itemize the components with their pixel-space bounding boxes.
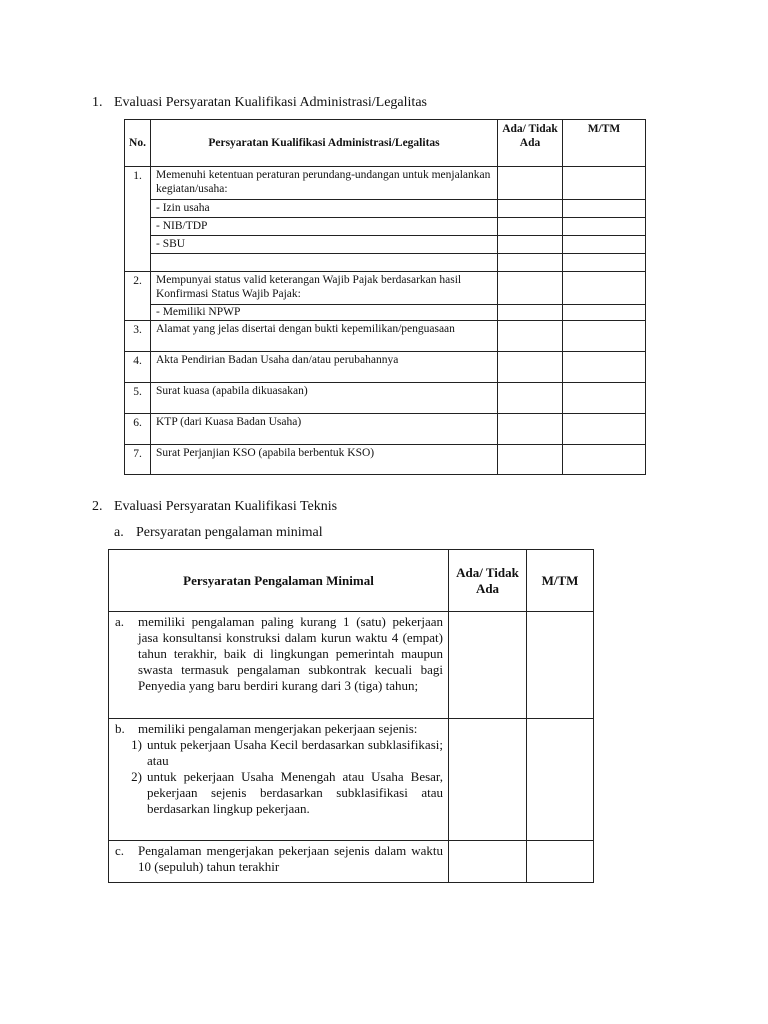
table-row	[125, 218, 646, 236]
header-ada-tidak-ada: Ada/ Tidak Ada	[449, 550, 527, 612]
mtm-cell[interactable]	[563, 254, 646, 272]
header-no: No.	[125, 120, 151, 167]
section2-title: Evaluasi Persyaratan Kualifikasi Teknis	[114, 499, 338, 514]
row-requirement: Memenuhi ketentuan peraturan perundang-undangan untuk menjalankan kegiatan/usaha:	[151, 167, 498, 200]
ada-cell[interactable]	[498, 272, 563, 305]
mtm-cell[interactable]	[563, 167, 646, 200]
row-number: 4.	[125, 352, 151, 383]
table-row	[109, 841, 594, 883]
table-row	[125, 321, 646, 352]
row-number: 6.	[125, 414, 151, 445]
ada-cell[interactable]	[498, 167, 563, 200]
row-requirement: Surat Perjanjian KSO (apabila berbentuk KSO)	[151, 445, 498, 475]
row-requirement	[109, 719, 449, 841]
table2-header-row	[109, 550, 594, 612]
row-label: b.	[115, 721, 125, 736]
ada-cell[interactable]	[498, 445, 563, 475]
table-row	[125, 272, 646, 305]
ada-cell[interactable]	[498, 383, 563, 414]
row-requirement: Akta Pendirian Badan Usaha dan/atau perubahannya	[151, 352, 498, 383]
table-row	[109, 612, 594, 719]
header-requirement: Persyaratan Kualifikasi Administrasi/Legalitas	[151, 120, 498, 167]
row-requirement: Surat kuasa (apabila dikuasakan)	[151, 383, 498, 414]
table-row	[109, 719, 594, 841]
row-requirement	[109, 841, 449, 883]
section2-heading	[92, 499, 337, 515]
mtm-cell[interactable]	[527, 841, 594, 883]
mtm-cell[interactable]	[563, 321, 646, 352]
section1-number: 1.	[92, 95, 103, 110]
mtm-cell[interactable]	[563, 445, 646, 475]
section2-number: 2.	[92, 499, 103, 514]
mtm-cell[interactable]	[563, 272, 646, 305]
ada-cell[interactable]	[449, 612, 527, 719]
ada-cell[interactable]	[498, 321, 563, 352]
table-row	[125, 383, 646, 414]
row-requirement	[151, 254, 498, 272]
subitem-text: untuk pekerjaan Usaha Menengah atau Usaha Besar, pekerjaan sejenis berdasarkan subklasifikasi atau berdasarkan lingkup pekerjaan.	[147, 769, 443, 816]
list-item	[115, 737, 443, 769]
header-ada-tidak-ada: Ada/ Tidak Ada	[498, 120, 563, 167]
row-number: 5.	[125, 383, 151, 414]
mtm-cell[interactable]	[563, 236, 646, 254]
section1-heading	[92, 95, 427, 111]
mtm-cell[interactable]	[563, 218, 646, 236]
row-requirement: - Memiliki NPWP	[151, 305, 498, 321]
row-requirement: - NIB/TDP	[151, 218, 498, 236]
header-requirement: Persyaratan Pengalaman Minimal	[109, 550, 449, 612]
admin-requirements-table	[124, 119, 646, 475]
table1-header-row	[125, 120, 646, 167]
row-requirement: KTP (dari Kuasa Badan Usaha)	[151, 414, 498, 445]
row-requirement: Mempunyai status valid keterangan Wajib Pajak berdasarkan hasil Konfirmasi Status Wajib Pajak:	[151, 272, 498, 305]
mtm-cell[interactable]	[563, 383, 646, 414]
mtm-cell[interactable]	[563, 200, 646, 218]
row-number: 3.	[125, 321, 151, 352]
row-label: c.	[115, 843, 125, 858]
table-row	[125, 254, 646, 272]
subitem-label: 1)	[131, 737, 142, 752]
section1-title: Evaluasi Persyaratan Kualifikasi Administrasi/Legalitas	[114, 95, 427, 110]
row-number: 7.	[125, 445, 151, 475]
row-requirement: - Izin usaha	[151, 200, 498, 218]
subsection-label: a.	[114, 525, 124, 540]
ada-cell[interactable]	[449, 719, 527, 841]
ada-cell[interactable]	[498, 236, 563, 254]
row-text: memiliki pengalaman mengerjakan pekerjaan sejenis:	[138, 721, 418, 736]
ada-cell[interactable]	[498, 352, 563, 383]
list-item	[115, 769, 443, 817]
ada-cell[interactable]	[498, 414, 563, 445]
table-row	[125, 167, 646, 200]
row-requirement: Alamat yang jelas disertai dengan bukti kepemilikan/penguasaan	[151, 321, 498, 352]
ada-cell[interactable]	[498, 200, 563, 218]
ada-cell[interactable]	[498, 218, 563, 236]
row-label: a.	[115, 614, 125, 629]
row-number: 1.	[125, 167, 151, 272]
experience-requirements-table	[108, 549, 594, 883]
table-row	[125, 445, 646, 475]
table-row	[125, 200, 646, 218]
row-requirement: - SBU	[151, 236, 498, 254]
mtm-cell[interactable]	[527, 719, 594, 841]
row-text: Pengalaman mengerjakan pekerjaan sejenis dalam waktu 10 (sepuluh) tahun terakhir	[138, 843, 443, 874]
ada-cell[interactable]	[498, 305, 563, 321]
subsection-heading	[114, 525, 323, 541]
header-mtm: M/TM	[527, 550, 594, 612]
row-text: memiliki pengalaman paling kurang 1 (satu) pekerjaan jasa konsultansi konstruksi dalam kurun waktu 4 (empat) tahun terakhir, baik di lingkungan pemerintah maupun swasta termasuk pengalaman subkontrak kecuali bagi Penyedia yang baru berdiri kurang dari 3 (tiga) tahun;	[138, 614, 443, 693]
table-row	[125, 352, 646, 383]
subsection-title: Persyaratan pengalaman minimal	[136, 525, 323, 540]
mtm-cell[interactable]	[563, 305, 646, 321]
subitem-text: untuk pekerjaan Usaha Kecil berdasarkan subklasifikasi; atau	[147, 737, 443, 768]
table-row	[125, 236, 646, 254]
table-row	[125, 305, 646, 321]
table-row	[125, 414, 646, 445]
ada-cell[interactable]	[449, 841, 527, 883]
mtm-cell[interactable]	[527, 612, 594, 719]
mtm-cell[interactable]	[563, 352, 646, 383]
mtm-cell[interactable]	[563, 414, 646, 445]
ada-cell[interactable]	[498, 254, 563, 272]
row-number: 2.	[125, 272, 151, 321]
header-mtm: M/TM	[563, 120, 646, 167]
subitem-label: 2)	[131, 769, 142, 784]
row-requirement	[109, 612, 449, 719]
